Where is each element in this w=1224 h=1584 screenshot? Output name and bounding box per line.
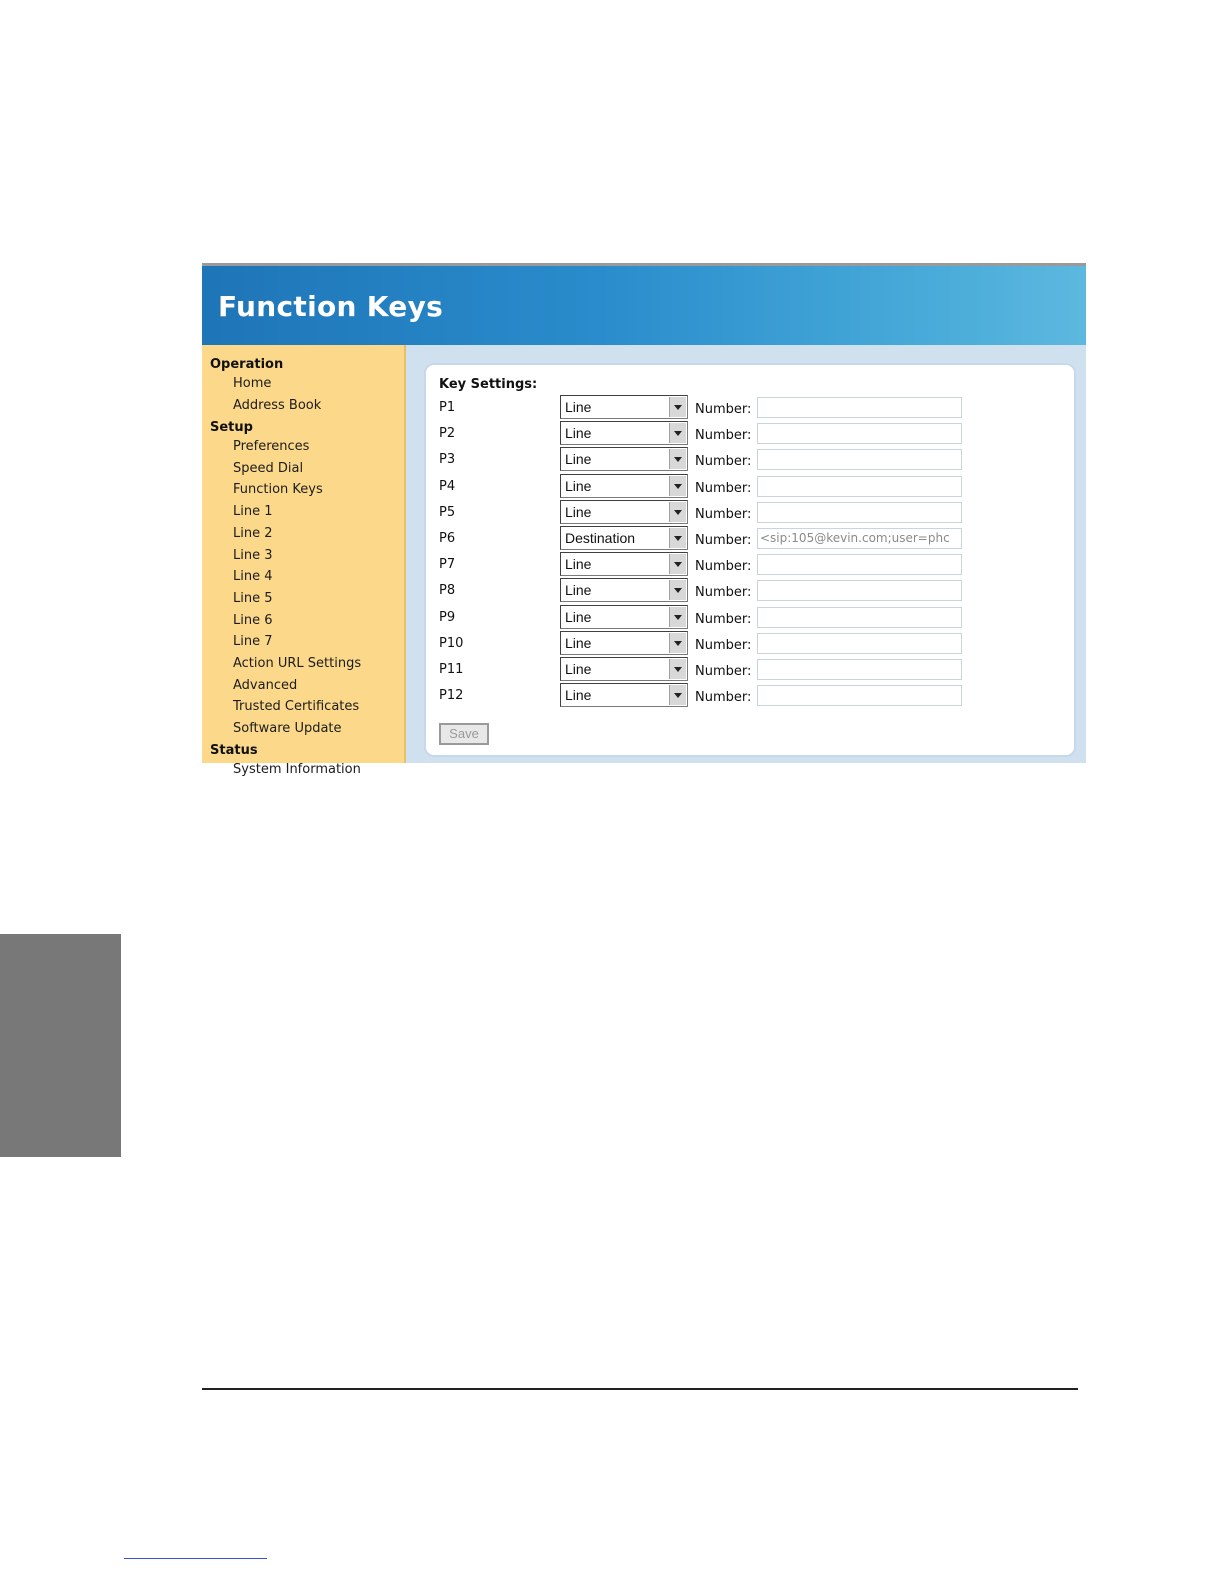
save-button[interactable]: Save <box>439 723 489 745</box>
key-row <box>426 632 1066 656</box>
key-type-value: Line <box>565 399 592 415</box>
sidebar-item-1-12[interactable]: Trusted Certificates <box>233 699 360 715</box>
key-type-value: Line <box>565 608 592 625</box>
key-row <box>426 475 1066 499</box>
key-type-value: Line <box>565 503 592 520</box>
key-row <box>426 553 1066 577</box>
key-row <box>426 501 1066 525</box>
chevron-down-icon[interactable] <box>669 449 686 469</box>
sidebar-item-1-9[interactable]: Line 7 <box>233 634 273 650</box>
sidebar-item-1-0[interactable]: Preferences <box>233 439 310 454</box>
sidebar-item-1-6[interactable]: Line 4 <box>233 569 273 585</box>
key-type-value: Line <box>565 556 592 573</box>
key-type-select[interactable] <box>560 657 688 681</box>
sidebar-item-1-13[interactable]: Software Update <box>233 721 342 737</box>
sidebar-nav <box>202 345 406 777</box>
chevron-down-icon[interactable] <box>669 476 686 496</box>
key-type-value: Line <box>565 687 592 704</box>
key-type-select[interactable] <box>560 421 688 445</box>
chevron-down-icon[interactable] <box>669 607 686 627</box>
footer-rule <box>202 1388 1078 1390</box>
key-label: P7 <box>439 557 456 573</box>
page-header <box>202 263 1086 345</box>
sidebar-item-2-0[interactable]: System Information <box>233 762 361 777</box>
chevron-down-icon[interactable] <box>669 580 686 600</box>
key-type-value: Destination <box>565 530 636 546</box>
footer-link-underline <box>124 1558 267 1559</box>
number-input[interactable] <box>757 580 962 601</box>
sidebar-item-1-10[interactable]: Action URL Settings <box>233 656 362 671</box>
page-side-tab <box>0 934 121 1157</box>
number-label: Number: <box>695 611 752 627</box>
key-type-select[interactable] <box>560 447 688 471</box>
key-row <box>426 684 1066 708</box>
sidebar-item-1-4[interactable]: Line 2 <box>233 525 273 541</box>
key-settings-label: Key Settings: <box>439 377 538 392</box>
sidebar-heading-1: Setup <box>210 420 253 435</box>
sidebar-item-1-5[interactable]: Line 3 <box>233 547 273 563</box>
sidebar-item-1-2[interactable]: Function Keys <box>233 482 323 498</box>
number-label: Number: <box>695 637 752 653</box>
key-type-select[interactable] <box>560 578 688 602</box>
number-label: Number: <box>695 480 752 496</box>
key-type-value: Line <box>565 661 592 677</box>
sidebar-item-1-11[interactable]: Advanced <box>233 677 298 693</box>
chevron-down-icon[interactable] <box>669 554 686 574</box>
number-input[interactable] <box>757 397 962 418</box>
key-row <box>426 527 1066 551</box>
sidebar-item-1-3[interactable]: Line 1 <box>233 504 273 520</box>
key-row <box>426 422 1066 446</box>
chevron-down-icon[interactable] <box>669 528 686 548</box>
number-label: Number: <box>695 585 752 601</box>
number-input[interactable] <box>757 423 962 444</box>
sidebar-item-1-1[interactable]: Speed Dial <box>233 460 304 476</box>
sidebar-item-0-0[interactable]: Home <box>233 376 272 391</box>
chevron-down-icon[interactable] <box>669 633 686 653</box>
sidebar-item-1-7[interactable]: Line 5 <box>233 590 273 606</box>
sidebar-item-1-8[interactable]: Line 6 <box>233 612 273 628</box>
key-type-select[interactable] <box>560 631 688 655</box>
key-type-value: Line <box>565 582 592 599</box>
key-type-select[interactable] <box>560 526 688 550</box>
key-label: P8 <box>439 583 456 599</box>
key-type-select[interactable] <box>560 605 688 629</box>
key-label: P10 <box>439 635 464 651</box>
key-label: P3 <box>439 452 456 468</box>
screenshot-frame <box>202 263 1086 777</box>
page-title: Function Keys <box>218 290 444 323</box>
chevron-down-icon[interactable] <box>669 397 686 417</box>
key-row <box>426 579 1066 603</box>
key-label: P1 <box>439 400 456 415</box>
sidebar-item-0-1[interactable]: Address Book <box>233 397 322 413</box>
key-type-select[interactable] <box>560 500 688 524</box>
key-type-select[interactable] <box>560 552 688 576</box>
key-type-select[interactable] <box>560 683 688 707</box>
number-label: Number: <box>695 454 752 470</box>
key-row <box>426 396 1066 420</box>
number-input[interactable] <box>757 685 962 706</box>
number-label: Number: <box>695 533 752 548</box>
key-row <box>426 448 1066 472</box>
key-label: P9 <box>439 609 456 625</box>
key-label: P6 <box>439 531 456 546</box>
number-input[interactable] <box>757 659 962 680</box>
sidebar-heading-2: Status <box>210 743 258 758</box>
number-label: Number: <box>695 664 752 679</box>
number-label: Number: <box>695 690 752 706</box>
number-input[interactable] <box>757 633 962 654</box>
key-label: P11 <box>439 662 464 677</box>
key-type-select[interactable] <box>560 474 688 498</box>
chevron-down-icon[interactable] <box>669 502 686 522</box>
key-label: P2 <box>439 426 456 442</box>
key-type-value: Line <box>565 451 592 468</box>
number-input[interactable] <box>757 476 962 497</box>
number-label: Number: <box>695 559 752 575</box>
chevron-down-icon[interactable] <box>669 685 686 705</box>
number-input[interactable]: <sip:105@kevin.com;user=phc <box>757 528 962 549</box>
key-settings-panel <box>424 363 1076 757</box>
number-label: Number: <box>695 402 752 417</box>
key-row <box>426 606 1066 630</box>
number-input[interactable] <box>757 554 962 575</box>
chevron-down-icon[interactable] <box>669 423 686 443</box>
key-type-value: Line <box>565 634 592 651</box>
key-label: P5 <box>439 504 456 520</box>
key-type-value: Line <box>565 425 592 442</box>
number-input[interactable] <box>757 607 962 628</box>
chevron-down-icon[interactable] <box>669 659 686 679</box>
number-label: Number: <box>695 506 752 522</box>
number-input[interactable] <box>757 502 962 523</box>
key-type-select[interactable] <box>560 395 688 419</box>
key-label: P4 <box>439 478 456 494</box>
key-label: P12 <box>439 688 464 704</box>
number-input[interactable] <box>757 449 962 470</box>
key-row <box>426 658 1066 682</box>
sidebar-heading-0: Operation <box>210 357 284 372</box>
number-label: Number: <box>695 428 752 444</box>
key-type-value: Line <box>565 477 592 494</box>
